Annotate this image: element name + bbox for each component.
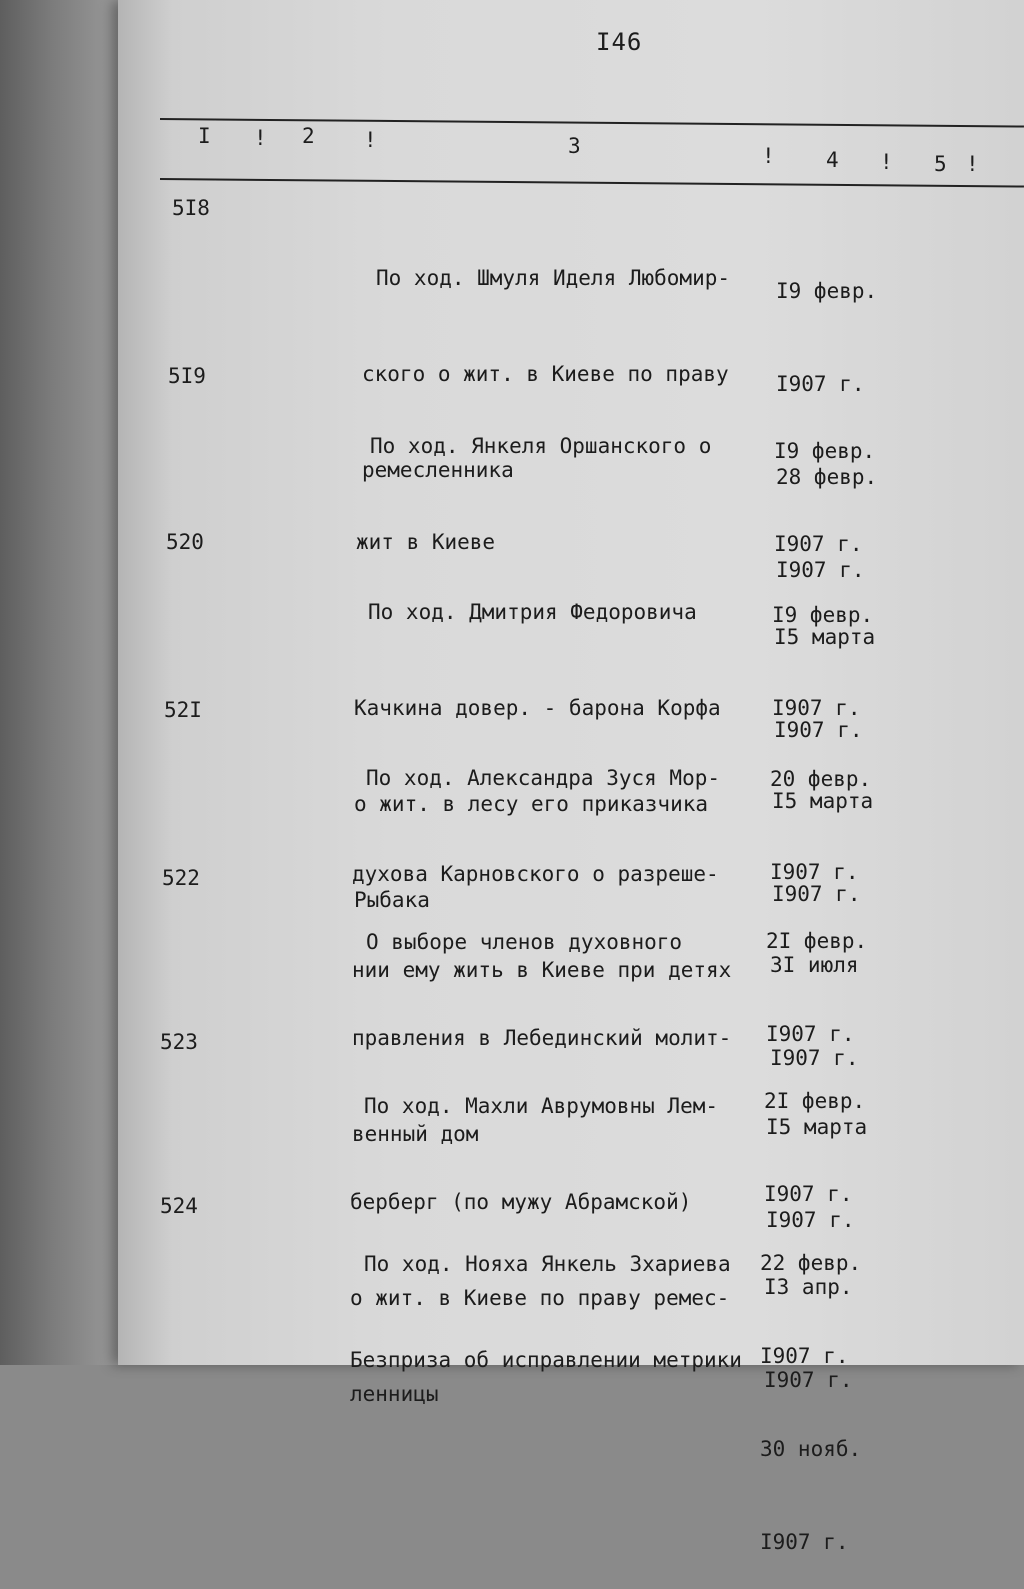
date-line: I907 г. <box>760 1530 849 1554</box>
desc-line: По ход. Махли Аврумовны Лем- <box>364 1094 719 1118</box>
desc-line: о жит. в Киеве по праву ремес- <box>350 1286 730 1310</box>
desc-line: Рыбака <box>354 888 430 912</box>
date-line: I5 марта <box>766 1115 868 1139</box>
date-line: 28 февр. <box>776 465 878 489</box>
desc-line: ского о жит. в Киеве по праву <box>362 362 729 386</box>
row-number: 524 <box>160 1194 198 1218</box>
header-sep-2: ! <box>364 128 377 152</box>
desc-line: ремесленника <box>362 458 514 482</box>
date-line: I9 февр. <box>772 603 874 627</box>
date-line: I907 г. <box>774 532 863 556</box>
desc-line: По ход. Нояха Янкель Зхариева <box>364 1252 731 1276</box>
desc-line: По ход. Александра Зуся Мор- <box>366 766 721 790</box>
header-col-4: 4 <box>826 148 839 172</box>
header-col-5: 5 <box>934 152 947 176</box>
desc-line: правления в Лебединский молит- <box>352 1026 732 1050</box>
desc-line: По ход. Шмуля Иделя Любомир- <box>376 266 731 290</box>
date-line: I907 г. <box>766 1022 855 1046</box>
date-line: 30 нояб. <box>760 1437 862 1461</box>
row-number: 520 <box>166 530 204 554</box>
header-sep-5: ! <box>966 152 979 176</box>
row-number: 52I <box>164 698 202 722</box>
date-line: I907 г. <box>772 882 861 906</box>
desc-line: духова Карновского о разреше- <box>352 862 719 886</box>
desc-line: О выборе членов духовного <box>366 930 683 954</box>
date-line: I3 апр. <box>764 1275 853 1299</box>
date-line: I907 г. <box>764 1368 853 1392</box>
desc-line: венный дом <box>352 1122 479 1146</box>
header-col-2: 2 <box>302 124 315 148</box>
date-line: I9 февр. <box>774 439 876 463</box>
desc-line: По ход. Янкеля Оршанского о <box>370 434 712 458</box>
row-number: 523 <box>160 1030 198 1054</box>
row-dates <box>760 1186 861 1589</box>
desc-line: Качкина довер. - барона Корфа <box>354 696 721 720</box>
desc-line: берберг (по мужу Абрамской) <box>350 1190 692 1214</box>
date-line: I907 г. <box>766 1208 855 1232</box>
row-number: 5I8 <box>172 196 210 220</box>
date-line: I5 марта <box>774 625 876 649</box>
date-line: 2I февр. <box>764 1089 866 1113</box>
header-sep-4: ! <box>880 150 893 174</box>
date-line: I9 февр. <box>776 279 878 303</box>
header-sep-1: ! <box>254 126 267 150</box>
date-line: I907 г. <box>776 372 865 396</box>
date-line: I907 г. <box>764 1182 853 1206</box>
desc-line: жит в Киеве <box>356 530 496 554</box>
date-line: I907 г. <box>770 1046 859 1070</box>
date-line: 20 февр. <box>770 767 872 791</box>
desc-line: нии ему жить в Киеве при детях <box>352 958 732 982</box>
desc-line: о жит. в лесу его приказчика <box>354 792 709 816</box>
date-line: I907 г. <box>774 718 863 742</box>
header-col-3: 3 <box>568 134 581 158</box>
desc-line: ленницы <box>350 1382 439 1406</box>
header-sep-3: ! <box>762 144 775 168</box>
row-number: 5I9 <box>168 364 206 388</box>
page-number: I46 <box>596 28 643 56</box>
date-line: 2I февр. <box>766 929 868 953</box>
row-description <box>350 1184 742 1408</box>
date-line: I907 г. <box>760 1344 849 1368</box>
desc-line: По ход. Дмитрия Федоровича <box>368 600 697 624</box>
date-line: I907 г. <box>770 860 859 884</box>
date-line: I907 г. <box>776 558 865 582</box>
date-line: 3I июля <box>770 953 859 977</box>
desc-line: Безприза об исправлении метрики <box>350 1348 742 1372</box>
date-line: I907 г. <box>772 696 861 720</box>
date-line: I5 марта <box>772 789 874 813</box>
row-number: 522 <box>162 866 200 890</box>
header-col-1: I <box>198 124 211 148</box>
date-line: 22 февр. <box>760 1251 862 1275</box>
